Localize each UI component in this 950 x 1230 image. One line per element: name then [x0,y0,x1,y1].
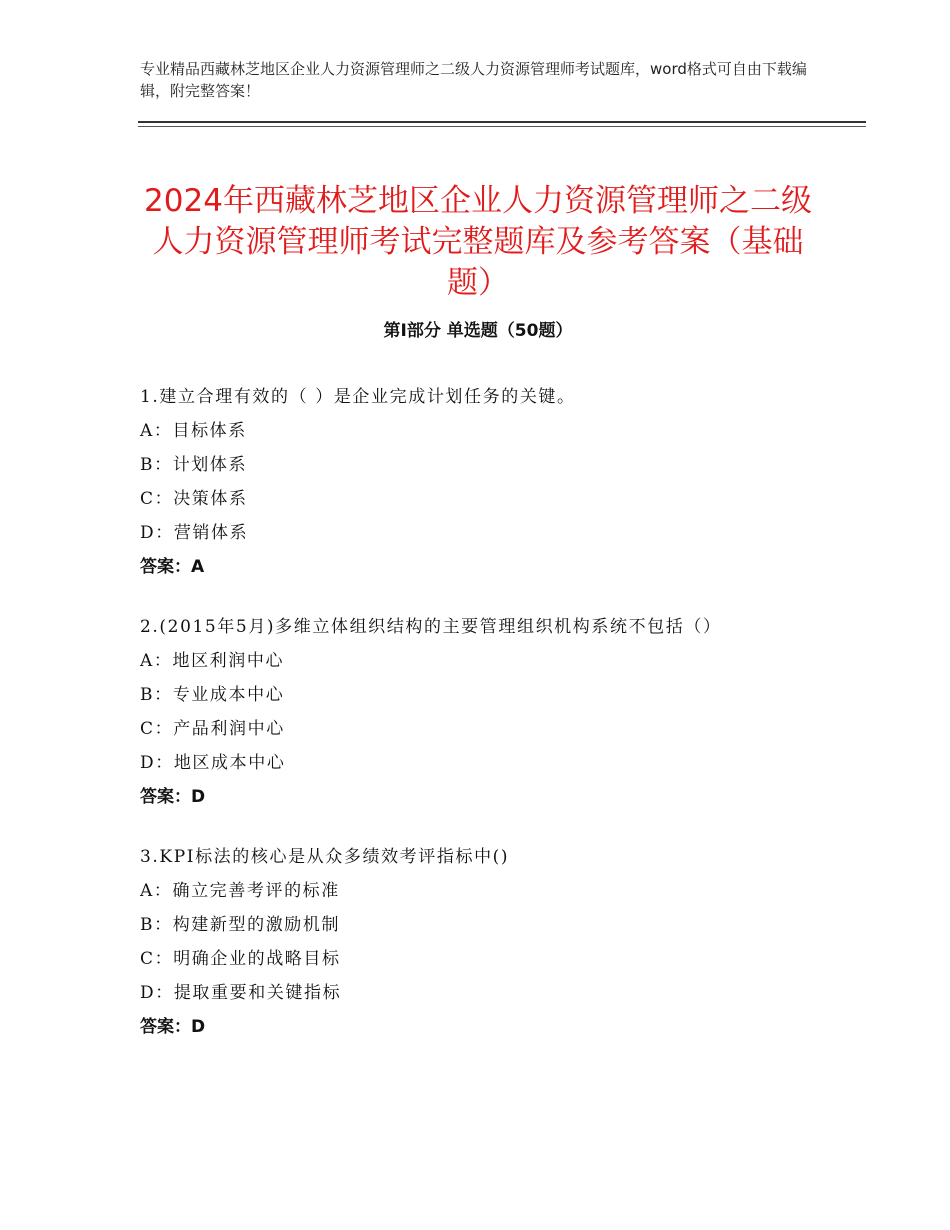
question-stem: 3.KPI标法的核心是从众多绩效考评指标中() [140,847,510,867]
question-stem: 1.建立合理有效的（ ）是企业完成计划任务的关键。 [140,387,576,407]
option-a: A：目标体系 [140,421,247,441]
option-b: B：专业成本中心 [140,685,285,705]
question-list [140,380,820,1070]
option-a: A：确立完善考评的标准 [140,881,340,901]
option-b: B：计划体系 [140,455,248,475]
option-b: B：构建新型的激励机制 [140,915,341,935]
document-title: 2024年西藏林芝地区企业人力资源管理师之二级人力资源管理师考试完整题库及参考答案（基础题） [144,182,812,301]
header-divider-thick [138,121,866,123]
answer: 答案：D [140,1017,206,1037]
option-c: C：明确企业的战略目标 [140,949,341,969]
section-heading: 第Ⅰ部分 单选题（50题） [383,321,573,341]
question-2 [140,610,820,814]
question-1 [140,380,820,584]
option-c: C：决策体系 [140,489,248,509]
answer: 答案：A [140,557,205,577]
option-a: A：地区利润中心 [140,651,285,671]
question-stem: 2.(2015年5月)多维立体组织结构的主要管理组织机构系统不包括（） [140,617,722,637]
option-d: D：地区成本中心 [140,753,286,773]
option-c: C：产品利润中心 [140,719,285,739]
option-d: D：提取重要和关键指标 [140,983,342,1003]
answer: 答案：D [140,787,206,807]
page-header: 专业精品西藏林芝地区企业人力资源管理师之二级人力资源管理师考试题库，word格式可自由下载编辑，附完整答案！ [140,60,807,100]
option-d: D：营销体系 [140,523,249,543]
question-3 [140,840,820,1044]
header-divider-thin [138,126,866,127]
